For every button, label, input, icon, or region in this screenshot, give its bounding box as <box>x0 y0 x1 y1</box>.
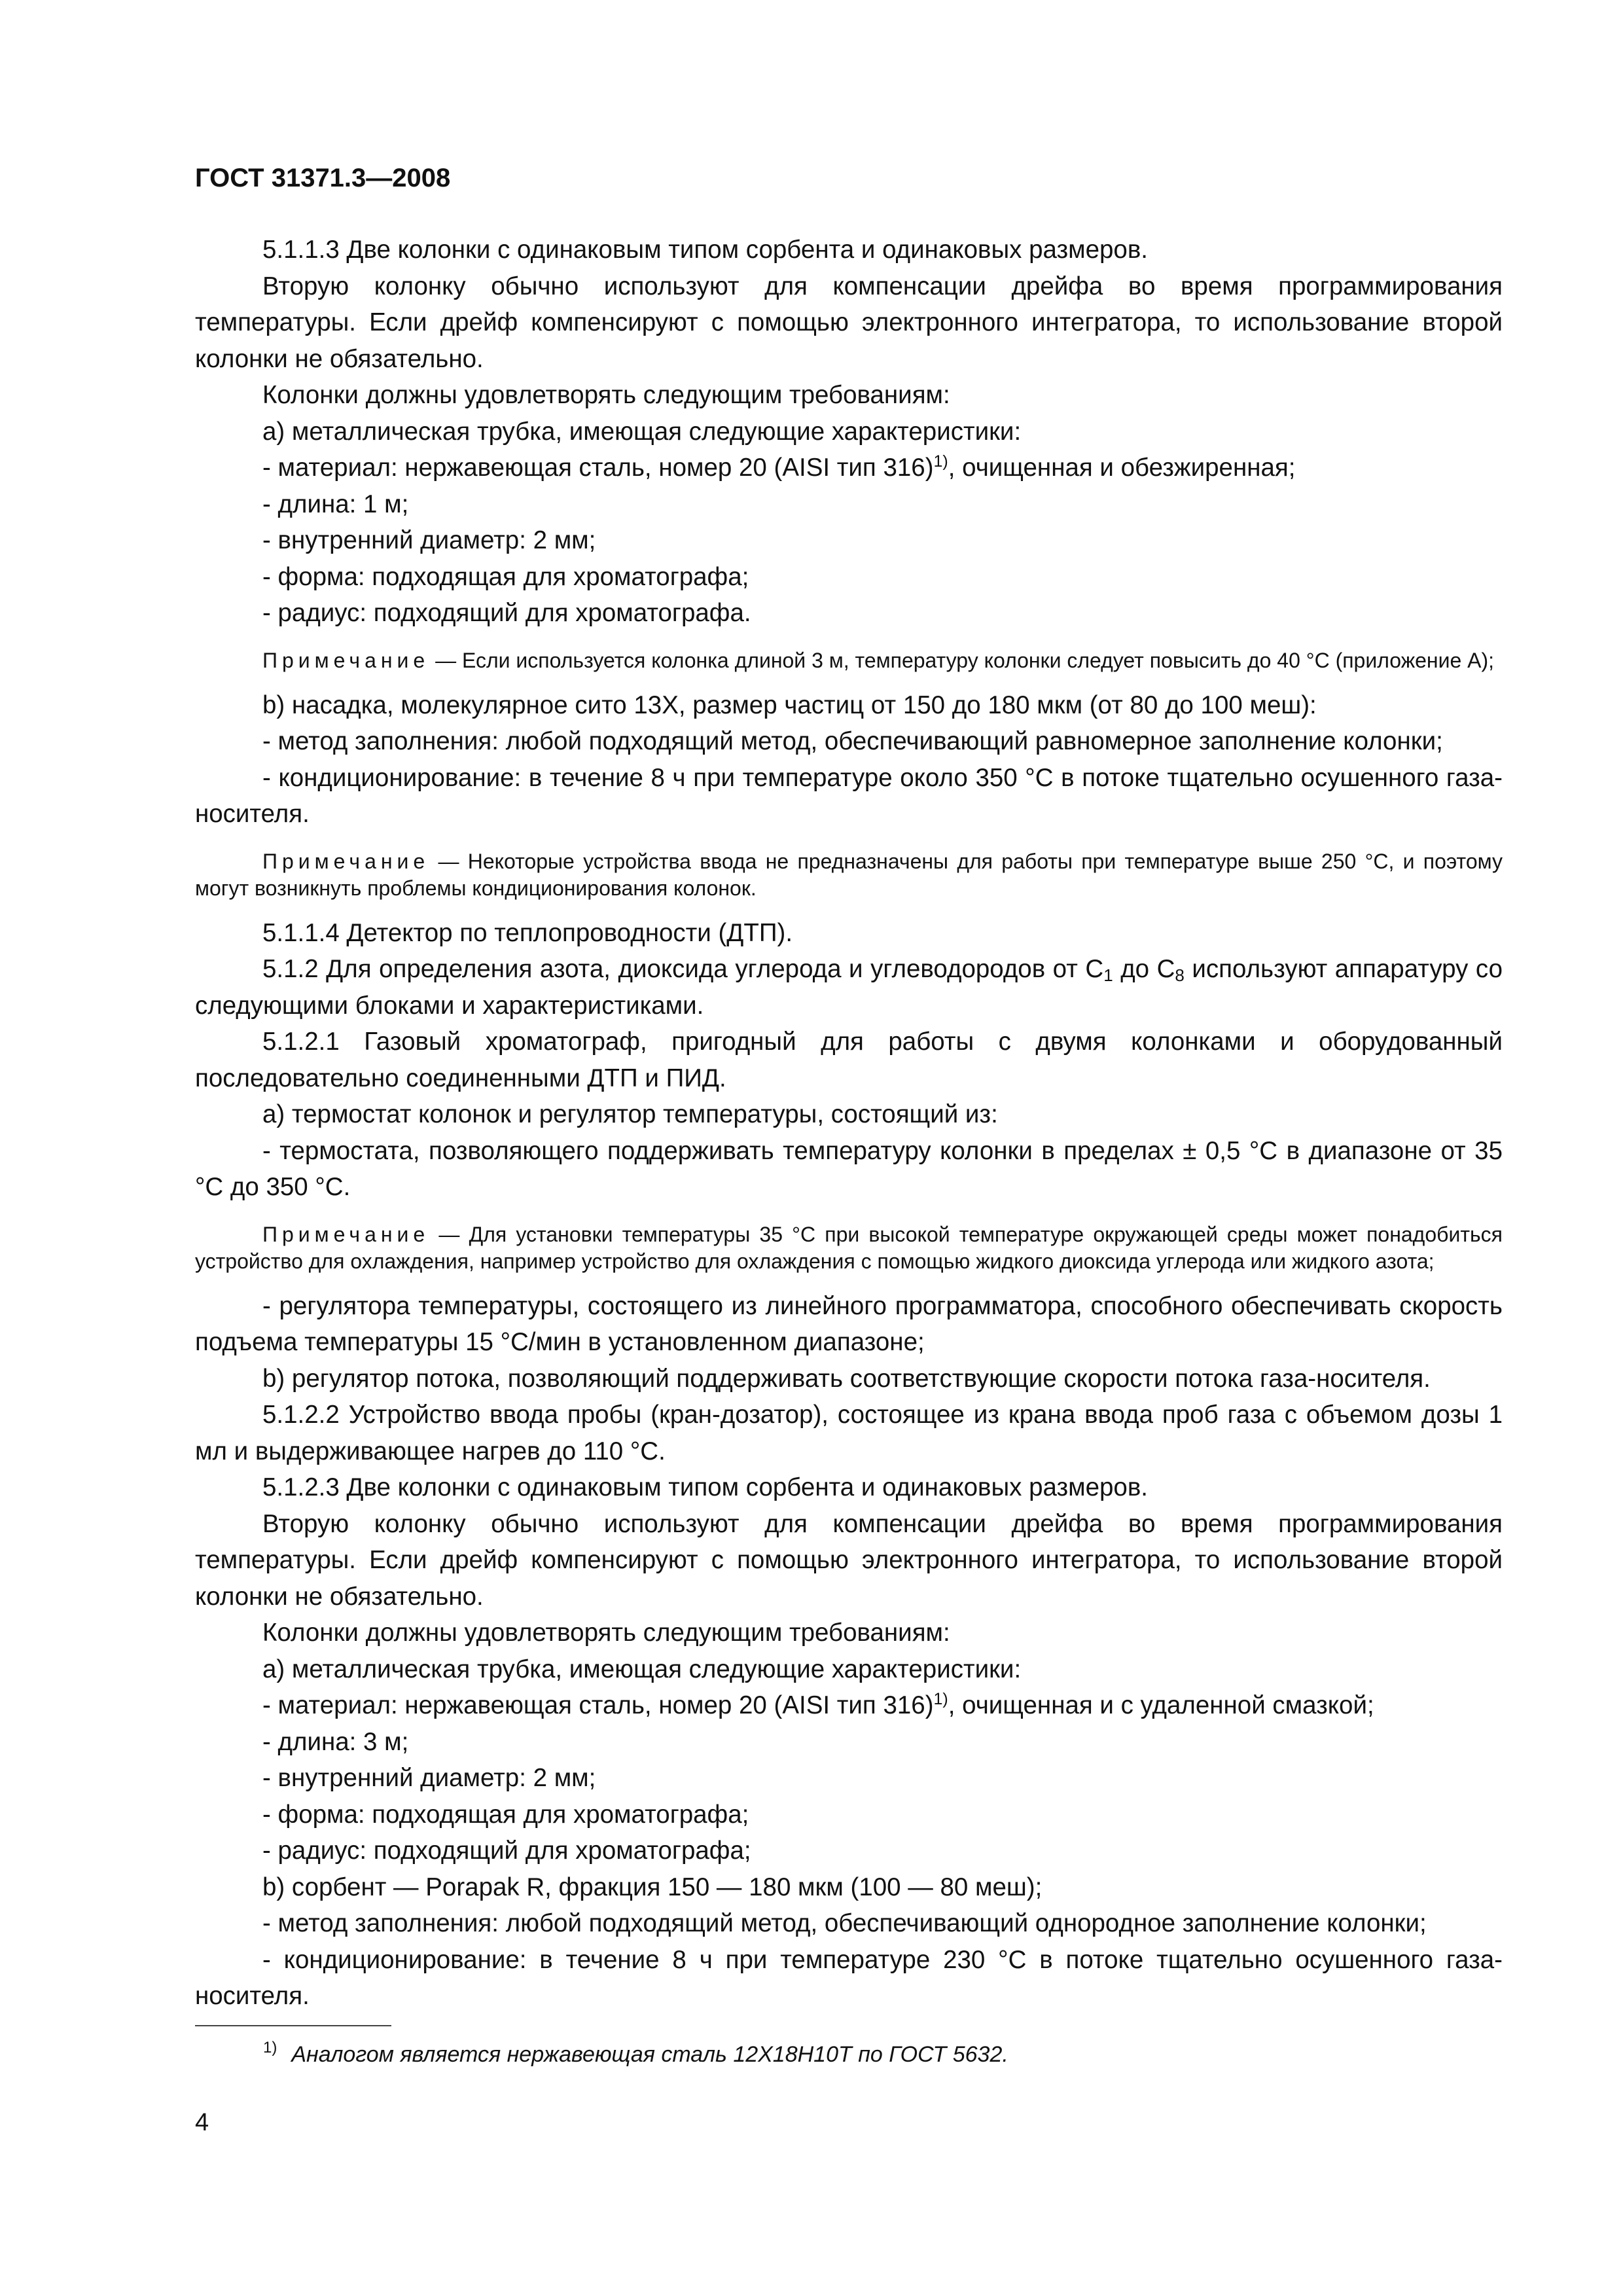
footnote <box>263 2041 1008 2068</box>
note-text: — Некоторые устройства ввода не предназначены для работы при температуре выше 250 °С, и поэтому могут возникнуть проблемы кондиционирования колонок. <box>195 849 1503 900</box>
footnote-reference: 1) <box>933 452 948 471</box>
paragraph: b) сорбент — Porapak R, фракция 150 — 180 мкм (100 — 80 меш); <box>262 1873 1043 1901</box>
paragraph-text: - материал: нержавеющая сталь, номер 20 (AISI тип 316) <box>262 1691 934 1719</box>
paragraph: - регулятора температуры, состоящего из линейного программатора, способного обеспечивать скорость подъема температуры 15 °С/мин в установленном диапазоне; <box>195 1291 1503 1356</box>
paragraph: b) насадка, молекулярное сито 13X, размер частиц от 150 до 180 мкм (от 80 до 100 меш): <box>262 691 1317 719</box>
paragraph-text: 5.1.2 Для определения азота, диоксида углерода и углеводородов от С <box>262 955 1104 983</box>
paragraph-text: до С <box>1113 955 1175 983</box>
paragraph: - радиус: подходящий для хроматографа; <box>262 1837 751 1865</box>
paragraph: а) металлическая трубка, имеющая следующие характеристики: <box>262 1655 1022 1683</box>
document-header: ГОСТ 31371.3—2008 <box>195 164 451 192</box>
paragraph <box>195 951 1503 1024</box>
note-label: Примечание <box>262 648 430 672</box>
paragraph: - форма: подходящая для хроматографа; <box>262 562 749 591</box>
paragraph: - внутренний диаметр: 2 мм; <box>262 1764 596 1792</box>
paragraph: - длина: 3 м; <box>262 1727 409 1756</box>
paragraph: - термостата, позволяющего поддерживать температуру колонки в пределах ± 0,5 °С в диапазоне от 35 °С до 350 °С. <box>195 1136 1503 1201</box>
paragraph: - кондиционирование: в течение 8 ч при температуре 230 °С в потоке тщательно осушенного газа-носителя. <box>195 1945 1503 2010</box>
note-paragraph <box>195 647 1503 674</box>
body-text <box>195 232 1503 2015</box>
note-text: — Для установки температуры 35 °С при высокой температуре окружающей среды может понадобиться устройство для охлаждения, например устройство для охлаждения с помощью жидкого диоксида углерода или жидкого азота; <box>195 1222 1503 1273</box>
note-text: — Если используется колонка длиной 3 м, температуру колонки следует повысить до 40 °С (приложение А); <box>429 648 1495 672</box>
note-paragraph <box>195 848 1503 902</box>
paragraph <box>195 450 1503 486</box>
paragraph: - внутренний диаметр: 2 мм; <box>262 526 596 554</box>
paragraph: Вторую колонку обычно используют для компенсации дрейфа во время программирования температуры. Если дрейф компенсируют с помощью электронного интегратора, то использование второй колонки не обязательно. <box>195 272 1503 373</box>
paragraph: 5.1.2.2 Устройство ввода пробы (кран-дозатор), состоящее из крана ввода проб газа с объемом дозы 1 мл и выдерживающее нагрев до 110 °С. <box>195 1401 1503 1465</box>
paragraph-text: используют аппаратуру со следующими блоками и характеристиками. <box>195 955 1503 1020</box>
paragraph: - кондиционирование: в течение 8 ч при температуре около 350 °С в потоке тщательно осушенного газа-носителя. <box>195 763 1503 828</box>
paragraph: - метод заполнения: любой подходящий метод, обеспечивающий равномерное заполнение колонки; <box>262 727 1443 755</box>
paragraph-text: - материал: нержавеющая сталь, номер 20 (AISI тип 316) <box>262 454 934 482</box>
paragraph-text: , очищенная и с удаленной смазкой; <box>948 1691 1374 1719</box>
paragraph: - метод заполнения: любой подходящий метод, обеспечивающий однородное заполнение колонки; <box>262 1909 1427 1937</box>
paragraph: Вторую колонку обычно используют для компенсации дрейфа во время программирования температуры. Если дрейф компенсируют с помощью электронного интегратора, то использование второй колонки не обязательно. <box>195 1509 1503 1611</box>
note-paragraph <box>195 1221 1503 1275</box>
paragraph: а) термостат колонок и регулятор температуры, состоящий из: <box>262 1100 998 1128</box>
paragraph: 5.1.1.4 Детектор по теплопроводности (ДТП). <box>262 918 793 947</box>
note-label: Примечание <box>262 849 430 873</box>
paragraph: 5.1.1.3 Две колонки с одинаковым типом сорбента и одинаковых размеров. <box>262 236 1148 264</box>
footnote-reference: 1) <box>933 1690 948 1708</box>
paragraph: 5.1.2.1 Газовый хроматограф, пригодный для работы с двумя колонками и оборудованный последовательно соединенными ДТП и ПИД. <box>195 1028 1503 1092</box>
page-number: 4 <box>195 2109 209 2136</box>
paragraph: Колонки должны удовлетворять следующим требованиям: <box>262 1619 950 1647</box>
paragraph-text: , очищенная и обезжиренная; <box>948 454 1296 482</box>
paragraph: - радиус: подходящий для хроматографа. <box>262 599 751 627</box>
paragraph <box>195 1687 1503 1724</box>
subscript: 1 <box>1103 965 1113 985</box>
paragraph: - форма: подходящая для хроматографа; <box>262 1800 749 1829</box>
note-label: Примечание <box>262 1222 430 1246</box>
footnote-text: Аналогом является нержавеющая сталь 12Х18Н10Т по ГОСТ 5632. <box>291 2042 1008 2067</box>
paragraph: а) металлическая трубка, имеющая следующие характеристики: <box>262 417 1022 446</box>
footnote-mark: 1) <box>263 2039 277 2056</box>
paragraph: 5.1.2.3 Две колонки с одинаковым типом сорбента и одинаковых размеров. <box>262 1473 1148 1501</box>
paragraph: - длина: 1 м; <box>262 490 409 518</box>
paragraph: Колонки должны удовлетворять следующим требованиям: <box>262 381 950 409</box>
paragraph: b) регулятор потока, позволяющий поддерживать соответствующие скорости потока газа-носителя. <box>262 1364 1431 1393</box>
subscript: 8 <box>1175 965 1185 985</box>
footnote-divider <box>195 2025 391 2026</box>
